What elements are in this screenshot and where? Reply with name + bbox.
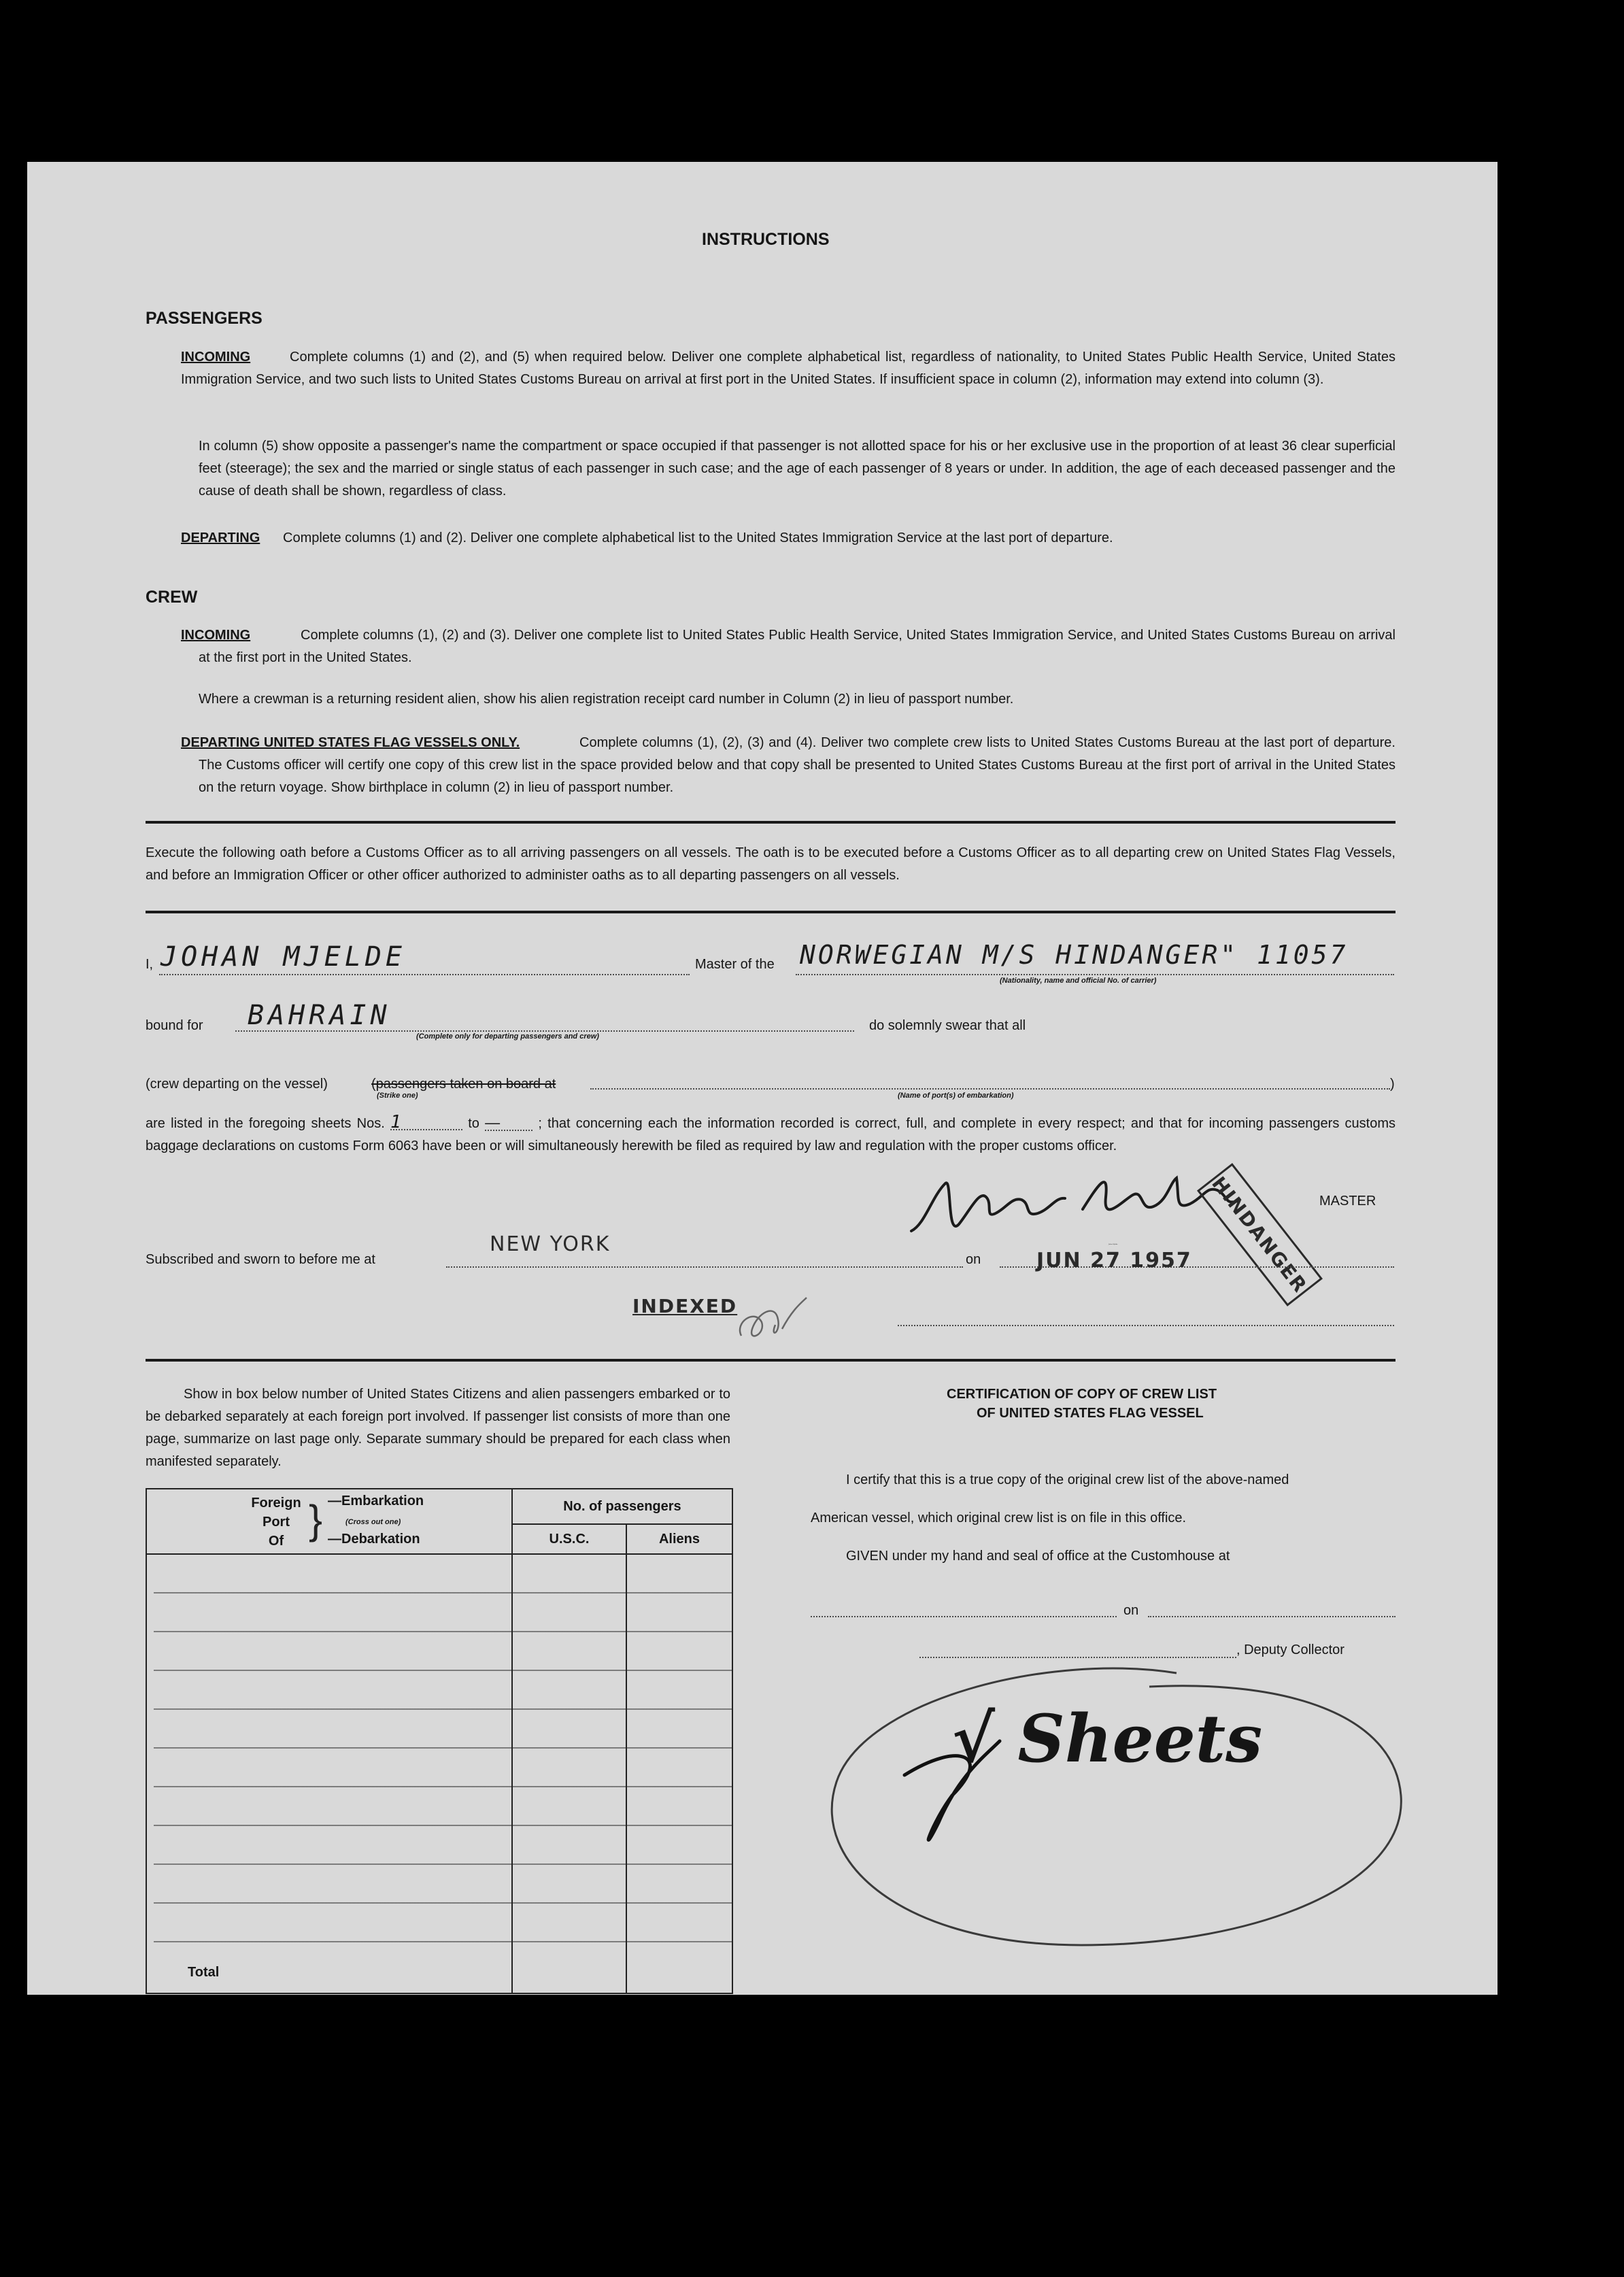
oath-i-label: I, <box>146 957 154 972</box>
total-row <box>146 1955 512 1993</box>
ship-name-stamp: HINDANGER <box>1197 1163 1323 1306</box>
crew-heading: CREW <box>146 588 198 607</box>
port-note: (Name of port(s) of embarkation) <box>898 1092 1014 1100</box>
instructions-title: INSTRUCTIONS <box>702 230 830 249</box>
certification-date-line <box>1148 1616 1395 1617</box>
crew-departing-text: Complete columns (1), (2), (3) and (4). Deliver two complete crew lists to United States Customs Bureau at the last port of departure. The Customs officer will certify one copy of this crew list in the space provided below and that copy shall be presented to United States Customs Bureau at the first port of arrival in the United States on the return voyage. Show birthplace in column (2) in lieu of passport number. <box>199 735 1395 795</box>
master-signature <box>904 1156 1258 1251</box>
indexed-stamp: INDEXED <box>632 1295 738 1317</box>
oath-intro-text: Execute the following oath before a Customs Officer as to all arriving passengers on all vessels. The oath is to be executed before a Customs Officer as to all departing crew on United States Flag Vessels, and before an Immigration Officer or other officer authorized to administer oaths as to all departing passengers on all vessels. <box>146 845 1395 883</box>
passengers-departing-text: Complete columns (1) and (2). Deliver one complete alphabetical list to the United States Immigration Service at the last port of departure. <box>283 530 1113 545</box>
usc-header: U.S.C. <box>512 1524 626 1554</box>
cross-out-note: (Cross out one) <box>345 1518 401 1526</box>
summary-instructions: Show in box below number of United States Citizens and alien passengers embarked or to be debarked separately at each foreign port involved. If passenger list consists of more than one page, summarize on last page only. Separate summary should be prepared for each class when manifested separately. <box>146 1387 730 1469</box>
embarkation-label: —Embarkation <box>328 1494 424 1508</box>
lower-divider <box>146 1359 1395 1362</box>
bound-for-note: (Complete only for departing passengers and crew) <box>416 1032 599 1041</box>
vessel-line <box>796 974 1394 975</box>
of-label: Of <box>268 1534 284 1549</box>
crew-departing-text-line: (crew departing on the vessel) <box>146 1077 328 1092</box>
sworn-place-stamp: NEW YORK <box>490 1232 611 1256</box>
port-column <box>146 1554 512 1955</box>
foreign-label: Foreign <box>251 1496 301 1511</box>
port-label: Port <box>263 1515 290 1530</box>
passengers-column5-text: In column (5) show opposite a passenger's name the compartment or space occupied if that passenger is not allotted space for his or her exclusive use in the proportion of at least 36 clear superficial feet (steerage); the sex and the married or single status of each passenger in such case; and the age of each passenger of 8 years or under. In addition, the age of each deceased passenger and the cause of death shall be shown, regardless of class. <box>199 439 1395 499</box>
no-of-passengers-header: No. of passengers <box>512 1489 732 1524</box>
passengers-incoming-text: Complete columns (1) and (2), and (5) when required below. Deliver one complete alphabetical list, regardless of nationality, to United States Public Health Service, United States Immigration Service, and two such lists to United States Customs Bureau on arrival at first port in the United States. If insufficient space in column (2), information may extend into column (3). <box>181 350 1395 387</box>
vessel-handwritten: NORWEGIAN M/S HINDANGER" 11057 <box>800 940 1349 970</box>
swear-label: do solemnly swear that all <box>869 1018 1026 1033</box>
listed-rest: ; that concerning each the information recorded is correct, full, and complete in every respect; and that for incoming passengers customs baggage declarations on customs Form 6063 have been or will simultaneously herewith be filed as required by law and regulation with the proper customs officer. <box>146 1116 1396 1153</box>
deputy-collector-label: , Deputy Collector <box>1236 1642 1344 1657</box>
passengers-departing-label: DEPARTING <box>181 530 260 545</box>
bound-for-label: bound for <box>146 1018 203 1033</box>
indexed-line <box>898 1325 1394 1326</box>
certification-on-label: on <box>1123 1603 1139 1618</box>
certification-title-line2: OF UNITED STATES FLAG VESSEL <box>977 1406 1204 1421</box>
vessel-note: (Nationality, name and official No. of carrier) <box>1000 977 1157 985</box>
crew-resident-text: Where a crewman is a returning resident alien, show his alien registration receipt card number in Column (2) in lieu of passport number. <box>199 692 1014 707</box>
sworn-date-stamp: JUN 27 1957 <box>1036 1249 1192 1272</box>
aliens-header: Aliens <box>626 1524 732 1554</box>
certify-line1: I certify that this is a true copy of the original crew list of the above-named <box>846 1472 1289 1487</box>
master-name-line <box>159 974 690 975</box>
crew-incoming-label: INCOMING <box>181 628 251 643</box>
embarkation-port-line <box>590 1088 1390 1090</box>
close-paren: ) <box>1390 1077 1395 1092</box>
crew-departing-label: DEPARTING UNITED STATES FLAG VESSELS ONLY. <box>181 735 520 750</box>
certify-line2: American vessel, which original crew list is on file in this office. <box>811 1511 1187 1525</box>
to-label: to <box>468 1116 479 1131</box>
table-body <box>146 1554 732 1955</box>
foreign-port-header <box>146 1489 512 1554</box>
bound-for-handwritten: BAHRAIN <box>248 1000 391 1031</box>
crew-incoming-text: Complete columns (1), (2) and (3). Deliver one complete list to United States Public Health Service, United States Immigration Service, and United States Customs Bureau on arrival at the first port in the United States. <box>199 628 1395 665</box>
given-line: GIVEN under my hand and seal of office at the Customhouse at <box>846 1549 1230 1564</box>
listed-text-block <box>146 1113 1395 1158</box>
sworn-on-label: on <box>966 1252 981 1267</box>
passenger-summary-table <box>146 1488 733 1994</box>
certification-title-line1: CERTIFICATION OF COPY OF CREW LIST <box>947 1387 1217 1402</box>
deputy-collector-line <box>919 1657 1236 1658</box>
total-usc-cell <box>512 1955 626 1993</box>
oath-divider <box>146 911 1395 913</box>
signature-text: Johan Mjelde <box>1109 1244 1118 1245</box>
section-divider <box>146 821 1395 824</box>
passengers-heading: PASSENGERS <box>146 309 263 328</box>
sheet-to-handwritten: — <box>485 1116 532 1131</box>
customhouse-line <box>811 1616 1117 1617</box>
brace-icon: } <box>309 1497 323 1542</box>
aliens-column <box>626 1554 732 1955</box>
strike-note: (Strike one) <box>377 1092 418 1100</box>
master-name-handwritten: JOHAN MJELDE <box>160 941 406 973</box>
listed-prefix: are listed in the foregoing sheets Nos. <box>146 1116 385 1131</box>
total-aliens-cell <box>626 1955 732 1993</box>
passengers-incoming-label: INCOMING <box>181 350 251 365</box>
total-label: Total <box>188 1965 220 1980</box>
subscribed-label: Subscribed and sworn to before me at <box>146 1252 375 1267</box>
debarkation-label: —Debarkation <box>328 1532 420 1547</box>
sheet-from-handwritten: 1 <box>390 1115 462 1130</box>
sworn-place-line <box>446 1266 963 1268</box>
indexed-initials <box>728 1295 816 1349</box>
sheets-note-handwritten: √ Sheets <box>952 1700 1263 1777</box>
passengers-struck-text: (passengers taken on board at <box>371 1077 556 1092</box>
master-of-label: Master of the <box>695 957 775 972</box>
master-label: MASTER <box>1319 1194 1376 1209</box>
usc-column <box>512 1554 626 1955</box>
